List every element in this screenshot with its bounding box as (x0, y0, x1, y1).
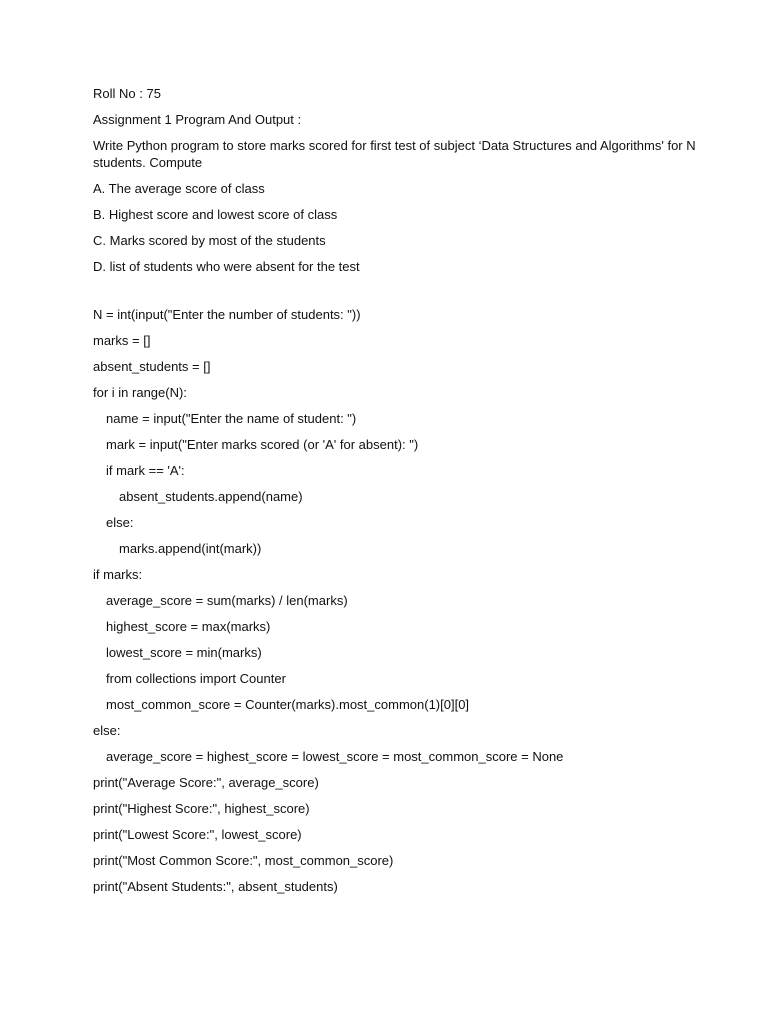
document-page (93, 85, 733, 904)
code-line: else: (93, 723, 121, 738)
code-line: highest_score = max(marks) (106, 619, 271, 634)
code-line: lowest_score = min(marks) (106, 645, 262, 660)
code-line: print("Highest Score:", highest_score) (93, 801, 310, 816)
problem-statement: Write Python program to store marks scored for first test of subject ‘Data Structures and Algorithms' for N students. Compute (93, 138, 696, 170)
code-line: average_score = highest_score = lowest_score = most_common_score = None (106, 749, 564, 764)
task-item-d: D. list of students who were absent for the test (93, 259, 360, 274)
code-line: marks.append(int(mark)) (119, 541, 262, 556)
code-line: print("Average Score:", average_score) (93, 775, 319, 790)
code-line: mark = input("Enter marks scored (or 'A' for absent): ") (106, 437, 419, 452)
task-item-a: A. The average score of class (93, 181, 265, 196)
code-line: print("Most Common Score:", most_common_score) (93, 853, 394, 868)
code-line: average_score = sum(marks) / len(marks) (106, 593, 348, 608)
task-item-c: C. Marks scored by most of the students (93, 233, 326, 248)
code-line: print("Lowest Score:", lowest_score) (93, 827, 302, 842)
task-item-b: B. Highest score and lowest score of class (93, 207, 338, 222)
roll-number: Roll No : 75 (93, 86, 161, 101)
code-line: if mark == 'A': (106, 463, 185, 478)
code-line: N = int(input("Enter the number of students: ")) (93, 307, 361, 322)
code-line: absent_students = [] (93, 359, 211, 374)
code-line: name = input("Enter the name of student: ") (106, 411, 357, 426)
code-line: print("Absent Students:", absent_students) (93, 879, 338, 894)
code-block (93, 306, 733, 895)
code-line: from collections import Counter (106, 671, 286, 686)
code-line: marks = [] (93, 333, 151, 348)
code-line: absent_students.append(name) (119, 489, 303, 504)
code-line: for i in range(N): (93, 385, 187, 400)
code-line: most_common_score = Counter(marks).most_common(1)[0][0] (106, 697, 470, 712)
section-spacer (93, 284, 733, 306)
code-line: if marks: (93, 567, 143, 582)
assignment-title: Assignment 1 Program And Output : (93, 112, 302, 127)
code-line: else: (106, 515, 134, 530)
